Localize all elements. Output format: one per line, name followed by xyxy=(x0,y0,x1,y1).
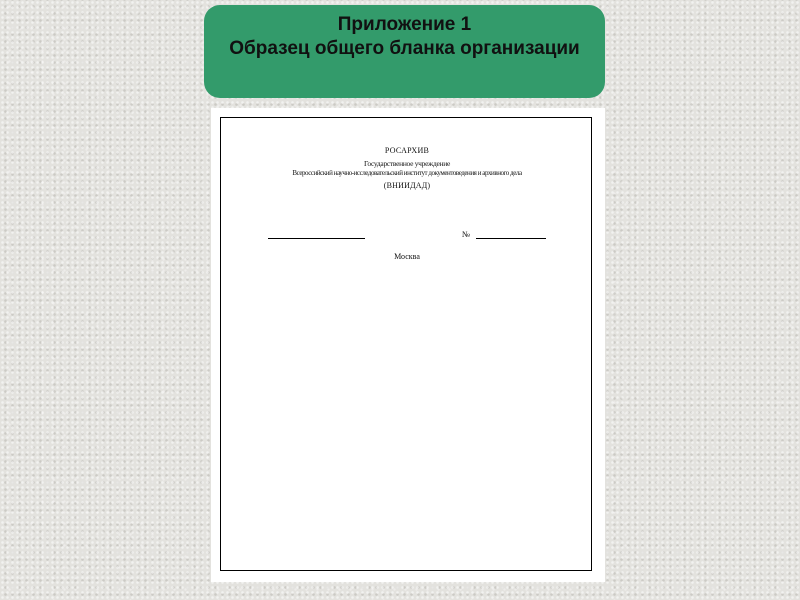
date-field-line xyxy=(268,238,365,239)
city-name: Москва xyxy=(394,252,420,261)
agency-name: РОСАРХИВ xyxy=(384,146,430,155)
form-frame xyxy=(220,117,592,571)
number-label: № xyxy=(462,229,471,239)
blank-form-sheet xyxy=(211,108,605,582)
number-field-line xyxy=(476,238,546,239)
slide-title xyxy=(204,5,605,98)
institution-type: Государственное учреждение xyxy=(363,159,450,168)
title-line-2: Образец общего бланка организации xyxy=(229,38,580,59)
organization-abbreviation: (ВНИИДАД) xyxy=(383,181,431,190)
organization-full-name: Всероссийский научно-исследовательский институт документоведения и архивного дела xyxy=(292,169,522,177)
title-line-1: Приложение 1 xyxy=(337,14,472,35)
